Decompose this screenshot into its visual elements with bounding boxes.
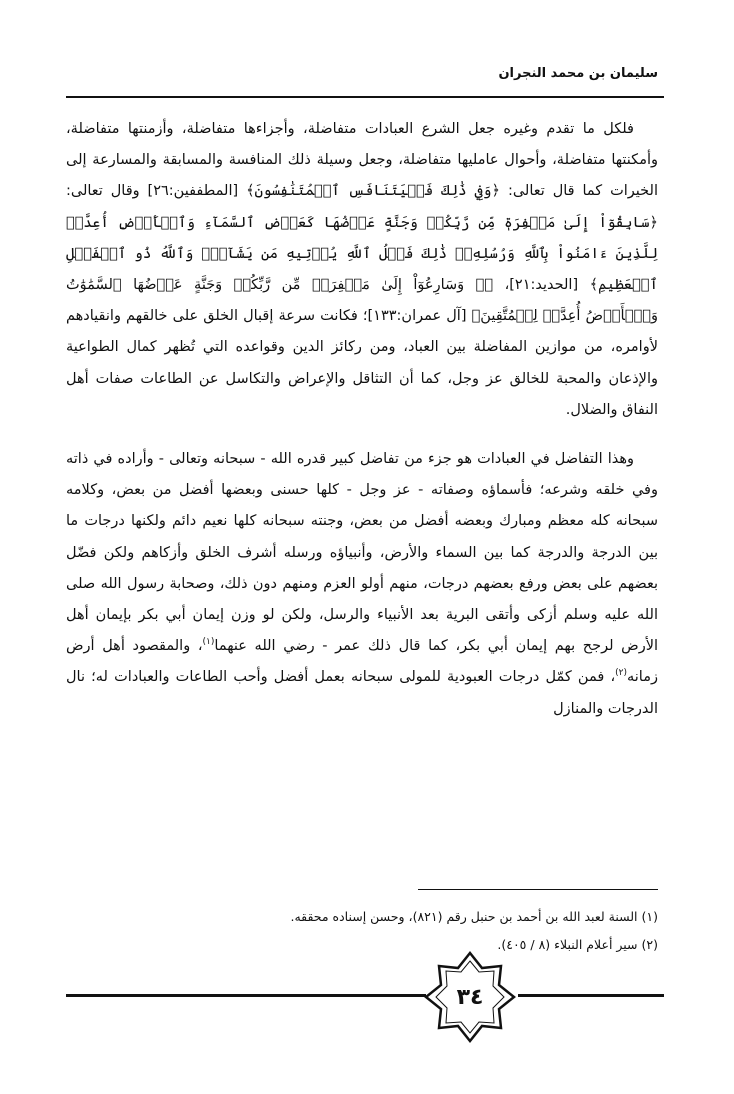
quran-verse-1: ﴿وَفِي ذَٰلِكَ فَلۡيَتَنَافَسِ ٱلۡمُتَنَٰفِسُونَ﴾ — [246, 183, 501, 200]
main-text — [66, 114, 658, 725]
paragraph-2 — [66, 444, 658, 725]
footer-rule-left — [66, 994, 426, 997]
footnote-ref-1: (١) — [202, 637, 215, 648]
page-number: ٣٤ — [456, 984, 484, 1010]
paragraph-2-text-3: ، فمن كمّل درجات العبودية للمولى سبحانه بعمل أفضل وأحب الطاعات والعبادات له؛ نال الدرجات والمنازل — [66, 669, 658, 717]
paragraph-1-text-3: [الحديد:٢١]، — [493, 277, 590, 294]
footer-rule-right — [518, 994, 664, 997]
quran-verse-2: ﴿سَابِقُوٓاْ إِلَىٰ مَغۡفِرَةٖ مِّن رَّبِّكُمۡ وَجَنَّةٍ عَرۡضُهَا كَعَرۡضِ ٱلسَّمَآءِ وَٱلۡأَرۡضِ أُعِدَّتۡ لِلَّذِينَ ءَامَنُواْ بِٱللَّهِ وَرُسُلِهِۦۚ ذَٰلِكَ فَضۡلُ ٱللَّهِ يُؤۡتِيهِ مَن يَشَآءُۚ وَٱللَّهُ ذُو ٱلۡفَضۡلِ ٱلۡعَظِيمِ﴾ — [66, 214, 659, 294]
paragraph-1 — [66, 114, 658, 426]
paragraph-1-text-1: فلكل ما تقدم وغيره جعل الشرع العبادات متفاضلة، وأجزاءها متفاضلة، وأزمنتها متفاضلة، وأمكنتها متفاضلة، وأحوال عامليها متفاضلة، وجعل وسيلة ذلك المنافسة والمسابقة والمسارعة إلى الخيرات كما قال تعالى: — [66, 121, 658, 200]
running-header-author: سليمان بن محمد النجران — [498, 66, 658, 81]
footnotes — [66, 903, 658, 959]
paragraph-2-text-1: وهذا التفاضل في العبادات هو جزء من تفاضل كبير قدره الله - سبحانه وتعالى - وأراده في ذاته وفي خلقه وشرعه؛ فأسماؤه وصفاته - عز وجل - كلها حسنى وبعضها أفضل من بعض، وكلامه سبحانه كله معظم ومبارك وبعضه أفضل من بعض، وجنته سبحانه كلها نعيم دائم ولكنها درجات ما بين الدرجة والدرجة كما بين السماء والأرض، وأنبياؤه ورسله أشرف الخلق وأزكاهم ولكن فضّل بعضهم على بعض ورفع بعضهم درجات، منهم أولو العزم ومنهم دون ذلك، وصحابة رسول الله صلى الله عليه وسلم أزكى وأتقى البرية بعد الأنبياء والرسل، ولكن لو وزن إيمان أبي بكر بإيمان أهل الأرض لرجح بهم إيمان أبي بكر، كما قال ذلك عمر - رضي الله عنهما — [66, 451, 658, 655]
paragraph-1-text-2: [المطففين:٢٦] وقال تعالى: — [66, 183, 247, 200]
footnote-2: (٢) سير أعلام النبلاء (٨ / ٤٠٥). — [497, 937, 658, 952]
paragraph-2-text-2: ، والمقصود أهل أرض زمانه — [66, 638, 658, 686]
paragraph-1-text-4: [آل عمران:١٣٣]؛ فكانت سرعة إقبال الخلق على خالقهم وانقيادهم لأوامره، من موازين المفاضلة بين العباد، ومن ركائز الدين وقواعده التي تُظهر كمال الطواعية والإذعان والمحبة للخالق عز وجل، كما أن التثاقل والإعراض والتكاسل عن الطاعات صفات أهل النفاق والضلال. — [66, 308, 658, 418]
quran-verse-3: ﴿۞ وَسَارِعُوٓاْ إِلَىٰ مَغۡفِرَةٖ مِّن رَّبِّكُمۡ وَجَنَّةٍ عَرۡضُهَا ٱلسَّمَٰوَٰتُ وَٱلۡأَرۡضُ أُعِدَّتۡ لِلۡمُتَّقِينَ﴾ — [66, 277, 658, 325]
footnote-1: (١) السنة لعبد الله بن أحمد بن حنبل رقم (٨٢١)، وحسن إسناده محققه. — [290, 909, 658, 924]
footnote-divider — [418, 889, 658, 890]
header-divider — [66, 96, 664, 98]
footnote-ref-2: (٢) — [615, 668, 627, 679]
